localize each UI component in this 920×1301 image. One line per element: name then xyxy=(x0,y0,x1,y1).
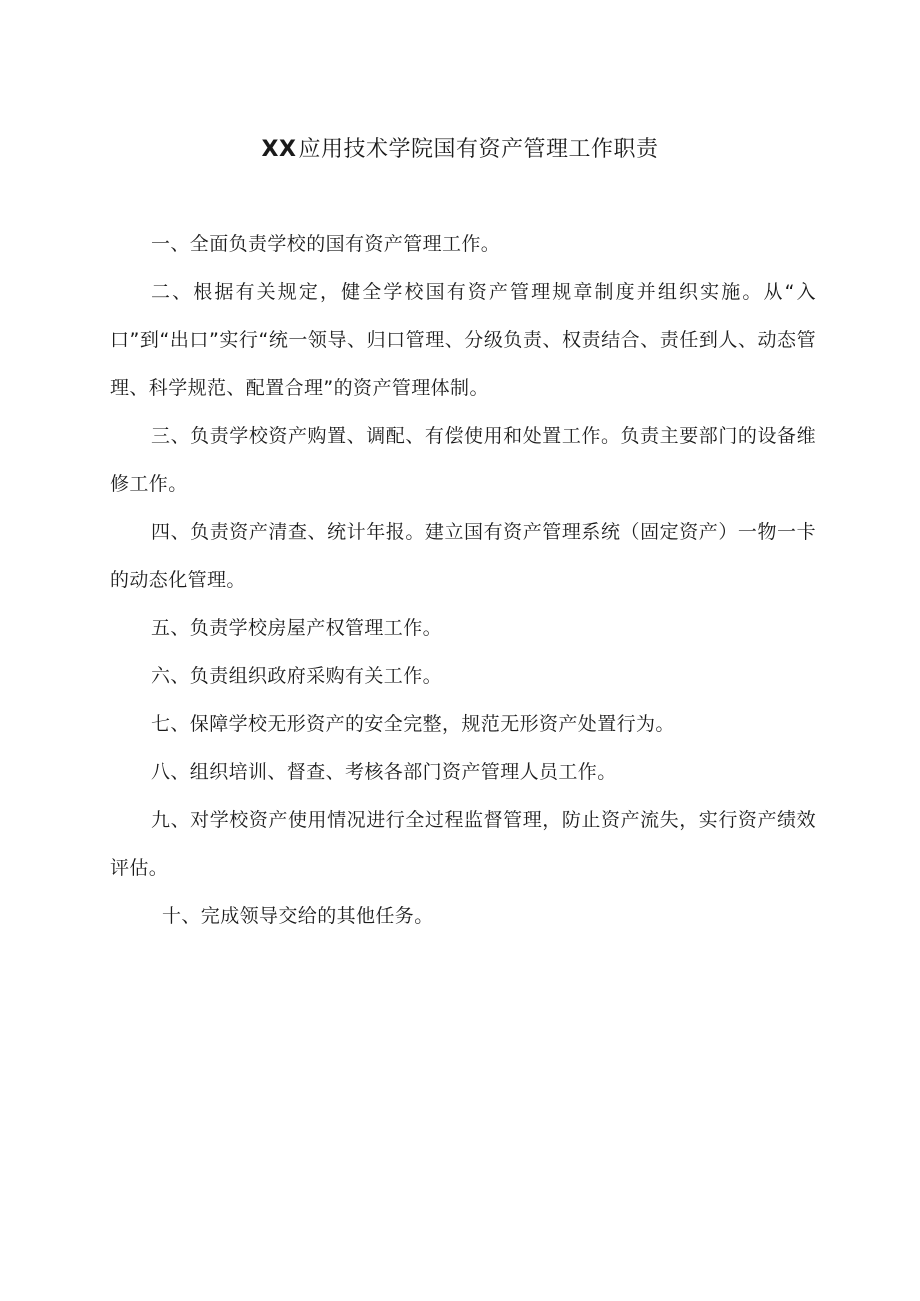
paragraph-3: 三、负责学校资产购置、调配、有偿使用和处置工作。负责主要部门的设备维修工作。 xyxy=(110,425,816,495)
paragraph-6: 六、负责组织政府采购有关工作。 xyxy=(151,665,443,687)
paragraph-1: 一、全面负责学校的国有资产管理工作。 xyxy=(151,233,501,255)
paragraph-5: 五、负责学校房屋产权管理工作。 xyxy=(151,617,443,639)
document-body xyxy=(110,220,816,940)
page-title xyxy=(0,134,920,166)
paragraph-7: 七、保障学校无形资产的安全完整，规范无形资产处置行为。 xyxy=(151,713,675,735)
title-main: 应用技术学院国有资产管理工作职责 xyxy=(298,137,659,162)
title-prefix: XX xyxy=(261,137,297,162)
paragraph-4: 四、负责资产清查、统计年报。建立国有资产管理系统（固定资产）一物一卡的动态化管理。 xyxy=(110,521,816,591)
paragraph-9: 九、对学校资产使用情况进行全过程监督管理，防止资产流失，实行资产绩效评估。 xyxy=(110,809,816,879)
paragraph-10: 十、完成领导交给的其他任务。 xyxy=(162,905,434,927)
paragraph-2: 二、根据有关规定，健全学校国有资产管理规章制度并组织实施。从“入口”到“出口”实行“统一领导、归口管理、分级负责、权责结合、责任到人、动态管理、科学规范、配置合理”的资产管理体制。 xyxy=(110,281,816,399)
paragraph-8: 八、组织培训、督查、考核各部门资产管理人员工作。 xyxy=(151,761,617,783)
